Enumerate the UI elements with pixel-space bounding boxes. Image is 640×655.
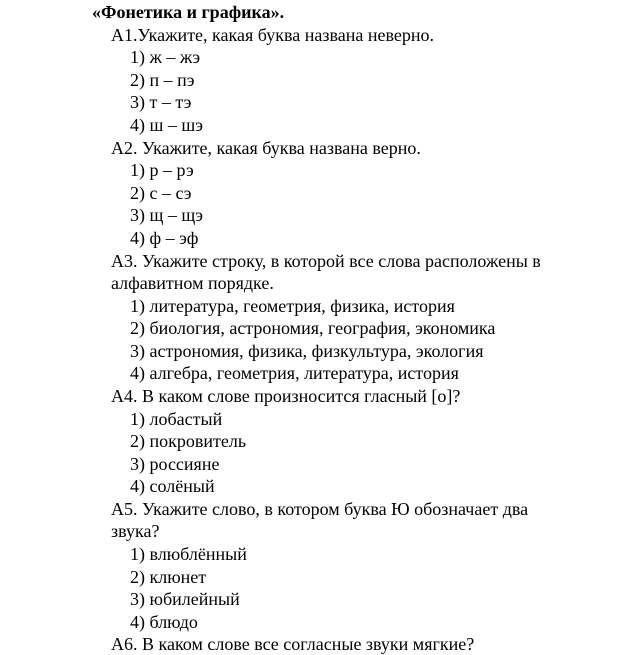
question-a3-option-3: 3) астрономия, физика, физкультура, экология [130, 341, 484, 361]
question-a2-option-4: 4) ф – эф [130, 228, 199, 248]
question-a1-option-2: 2) п – пэ [130, 70, 195, 90]
question-a6-prompt: А6. В каком слове все согласные звуки мягкие? [111, 634, 475, 654]
question-a3-prompt-line-1: А3. Укажите строку, в которой все слова расположены в [111, 251, 541, 271]
question-a2-option-1: 1) р – рэ [130, 160, 194, 180]
question-a3-option-1: 1) литература, геометрия, физика, история [130, 296, 455, 316]
question-a2-option-3: 3) щ – щэ [130, 205, 203, 225]
question-a1-option-1: 1) ж – жэ [130, 47, 201, 67]
question-a5-prompt-line-1: А5. Укажите слово, в котором буква Ю обозначает два [111, 499, 529, 519]
document-title: «Фонетика и графика». [92, 2, 285, 22]
question-a1-prompt: А1.Укажите, какая буква названа неверно. [111, 25, 434, 45]
question-a3-prompt-line-2: алфавитном порядке. [111, 273, 274, 293]
question-a2-prompt: А2. Укажите, какая буква названа верно. [111, 138, 421, 158]
question-a5-option-3: 3) юбилейный [130, 589, 240, 609]
question-a1-option-4: 4) ш – шэ [130, 115, 203, 135]
question-a4-option-4: 4) солёный [130, 476, 215, 496]
question-a3-option-2: 2) биология, астрономия, география, экономика [130, 318, 496, 338]
question-a2-option-2: 2) с – сэ [130, 183, 192, 203]
question-a4-option-1: 1) лобастый [130, 409, 223, 429]
question-a4-prompt: А4. В каком слове произносится гласный [о]? [111, 386, 461, 406]
question-a4-option-3: 3) россияне [130, 454, 220, 474]
question-a4-option-2: 2) покровитель [130, 431, 247, 451]
question-a5-prompt-line-2: звука? [111, 521, 160, 541]
question-a1-option-3: 3) т – тэ [130, 92, 192, 112]
question-a5-option-2: 2) клюнет [130, 567, 207, 587]
question-a5-option-1: 1) влюблённый [130, 544, 247, 564]
question-a3-option-4: 4) алгебра, геометрия, литература, история [130, 363, 459, 383]
question-a5-option-4: 4) блюдо [130, 612, 198, 632]
